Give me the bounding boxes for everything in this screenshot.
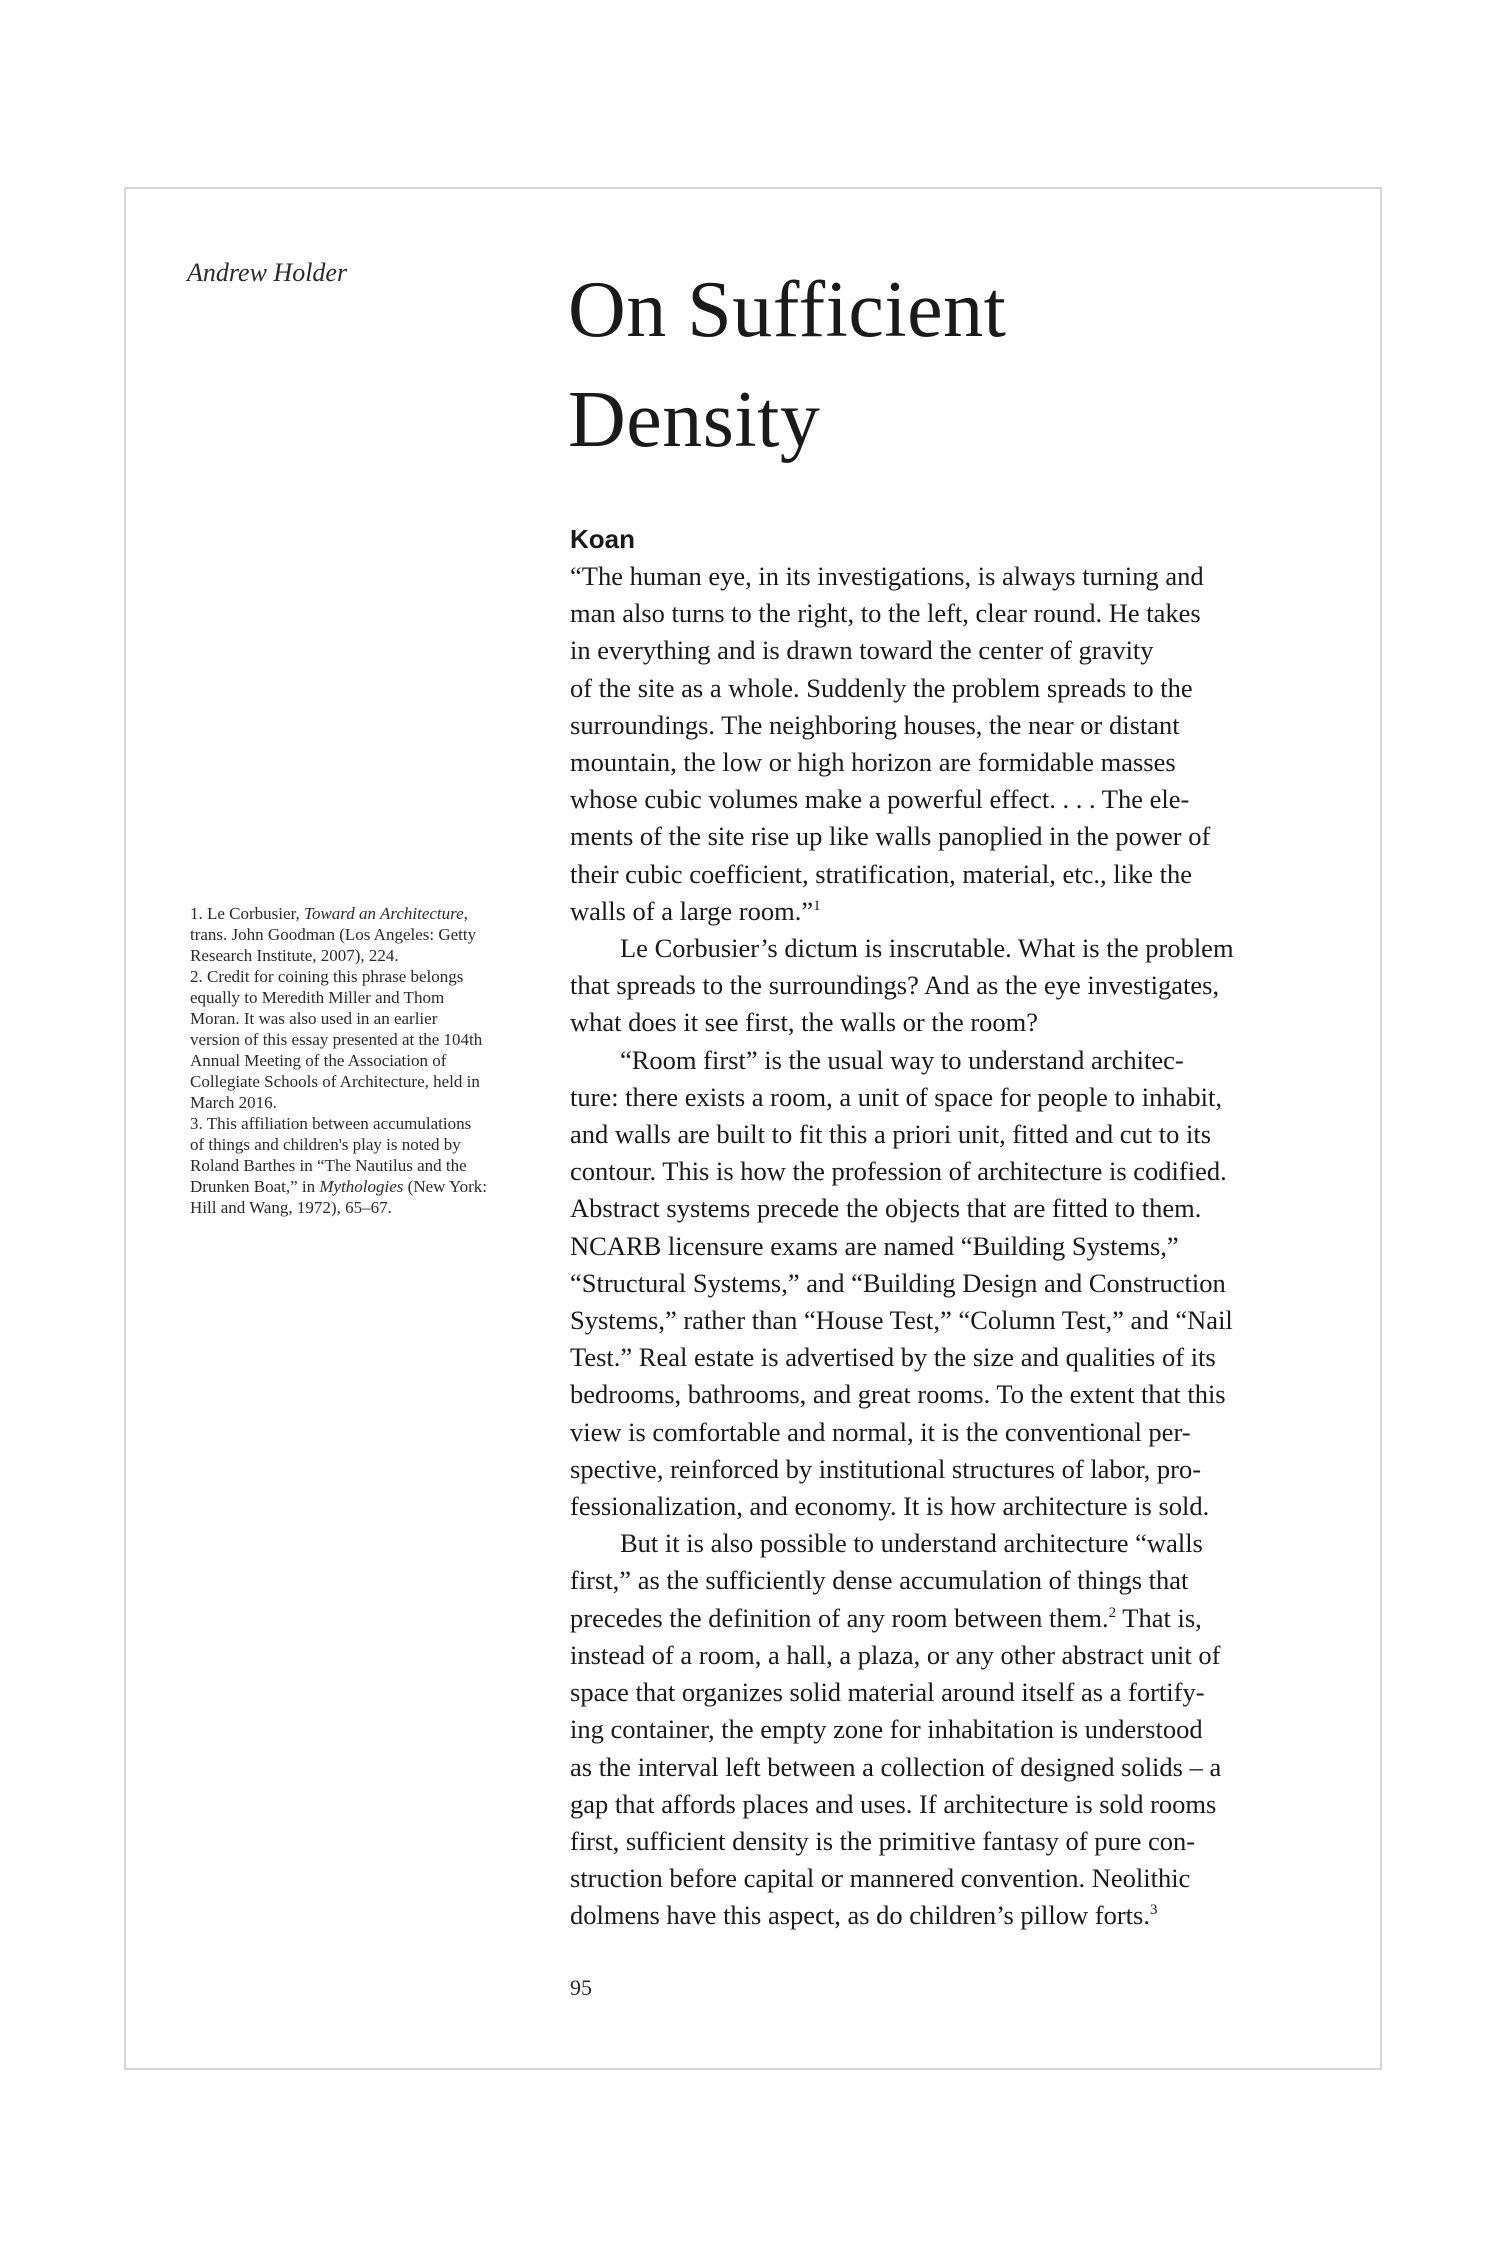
body-line: that spreads to the surroundings? And as the eye investigates, [570, 970, 1220, 1001]
footnote-1-line: trans. John Goodman (Los Angeles: Getty [190, 925, 477, 944]
body-line: instead of a room, a hall, a plaza, or any other abstract unit of [570, 1639, 1221, 1670]
paragraph-4 [570, 1525, 1308, 1934]
footnote-ref-3[interactable]: 3 [1149, 1902, 1158, 1919]
body-line: struction before capital or mannered convention. Neolithic [570, 1863, 1191, 1894]
body-line: ments of the site rise up like walls panoplied in the power of [570, 821, 1211, 852]
footnote-1-book-title: Toward an Architecture [304, 904, 464, 923]
body-line [570, 1897, 1308, 1934]
body-line: space that organizes solid material around itself as a fortify- [570, 1677, 1205, 1708]
body-line: Systems,” rather than “House Test,” “Column Test,” and “Nail [570, 1305, 1233, 1336]
body-line: NCARB licensure exams are named “Building Systems,” [570, 1230, 1179, 1261]
body-line: as the interval left between a collection of designed solids – a [570, 1751, 1222, 1782]
body-line: and walls are built to fit this a priori unit, fitted and cut to its [570, 1119, 1212, 1150]
body-line: view is comfortable and normal, it is the conventional per- [570, 1416, 1191, 1447]
article-title [568, 255, 1288, 475]
body-line: contour. This is how the profession of architecture is codified. [570, 1156, 1227, 1187]
body-line: “Structural Systems,” and “Building Design and Construction [570, 1267, 1226, 1298]
body-line: ing container, the empty zone for inhabitation is understood [570, 1714, 1203, 1745]
footnote-1 [190, 903, 535, 966]
footnote-2-line: equally to Meredith Miller and Thom [190, 988, 445, 1007]
paragraph-quote [570, 558, 1308, 930]
body-line: surroundings. The neighboring houses, the near or distant [570, 709, 1180, 740]
body-text-run: dolmens have this aspect, as do children’s pillow forts. [570, 1900, 1150, 1931]
body-text-run: precedes the definition of any room between them. [570, 1602, 1109, 1633]
paragraph-3 [570, 1042, 1308, 1526]
body-line [570, 1600, 1308, 1637]
body-line: Abstract systems precede the objects that are fitted to them. [570, 1193, 1202, 1224]
footnote-1-line: Research Institute, 2007), 224. [190, 946, 399, 965]
body-line [570, 893, 1308, 930]
footnote-1-text: 1. Le Corbusier, [190, 904, 305, 923]
footnote-ref-1[interactable]: 1 [813, 898, 821, 914]
section-heading: Koan [570, 524, 635, 554]
body-line: first,” as the sufficiently dense accumulation of things that [570, 1565, 1189, 1596]
footnote-3-line: Hill and Wang, 1972), 65–67. [190, 1198, 392, 1217]
body-line: “Room first” is the usual way to understand architec- [620, 1044, 1184, 1075]
body-line: gap that affords places and uses. If architecture is sold rooms [570, 1788, 1217, 1819]
body-text-run: That is, [1116, 1602, 1202, 1633]
body-line: “The human eye, in its investigations, is always turning and [570, 561, 1204, 591]
author-name: Andrew Holder [187, 258, 348, 287]
body-line: fessionalization, and economy. It is how architecture is sold. [570, 1491, 1210, 1522]
body-line: bedrooms, bathrooms, and great rooms. To the extent that this [570, 1379, 1226, 1410]
body-line: But it is also possible to understand architecture “walls [620, 1528, 1203, 1559]
body-line: mountain, the low or high horizon are formidable masses [570, 747, 1176, 778]
footnote-3-text: (New York: [403, 1177, 487, 1196]
body-line: ture: there exists a room, a unit of space for people to inhabit, [570, 1081, 1222, 1112]
body-line: Le Corbusier’s dictum is inscrutable. What is the problem [620, 933, 1234, 964]
body-line: in everything and is drawn toward the center of gravity [570, 635, 1154, 666]
footnote-3-line: of things and children's play is noted by [190, 1135, 461, 1154]
footnote-2-line: Annual Meeting of the Association of [190, 1051, 447, 1070]
footnote-2-line: 2. Credit for coining this phrase belongs [190, 967, 464, 986]
body-line: what does it see first, the walls or the room? [570, 1007, 1039, 1038]
title-line-1: On Sufficient [568, 266, 1007, 354]
body-line: Test.” Real estate is advertised by the size and qualities of its [570, 1342, 1216, 1373]
footnote-3-text: Drunken Boat,” in [190, 1177, 320, 1196]
body-text [570, 520, 1308, 1935]
footnote-3-line: 3. This affiliation between accumulations [190, 1114, 472, 1133]
footnote-2-line: version of this essay presented at the 104th [190, 1030, 483, 1049]
footnote-3-line: Roland Barthes in “The Nautilus and the [190, 1156, 467, 1175]
footnote-2-line: Collegiate Schools of Architecture, held in [190, 1072, 480, 1091]
body-line: whose cubic volumes make a powerful effect. . . . The ele- [570, 784, 1190, 815]
body-line: spective, reinforced by institutional structures of labor, pro- [570, 1453, 1202, 1484]
footnote-2-line: March 2016. [190, 1093, 277, 1112]
footnotes [190, 903, 535, 1218]
page-number: 95 [570, 1975, 592, 2000]
paragraph-2 [570, 930, 1308, 1042]
footnote-3-book-title: Mythologies [319, 1177, 404, 1196]
footnote-3 [190, 1113, 535, 1218]
footnote-2 [190, 966, 535, 1113]
body-line: first, sufficient density is the primitive fantasy of pure con- [570, 1825, 1196, 1856]
footnote-1-punct: , [463, 904, 468, 923]
title-line-2: Density [568, 376, 821, 464]
body-text-run: walls of a large room.” [570, 895, 814, 926]
body-line: man also turns to the right, to the left, clear round. He takes [570, 598, 1201, 629]
body-line: of the site as a whole. Suddenly the problem spreads to the [570, 672, 1193, 703]
body-line: their cubic coefficient, stratification, material, etc., like the [570, 858, 1192, 889]
footnote-ref-2[interactable]: 2 [1108, 1604, 1117, 1621]
footnote-2-line: Moran. It was also used in an earlier [190, 1009, 438, 1028]
